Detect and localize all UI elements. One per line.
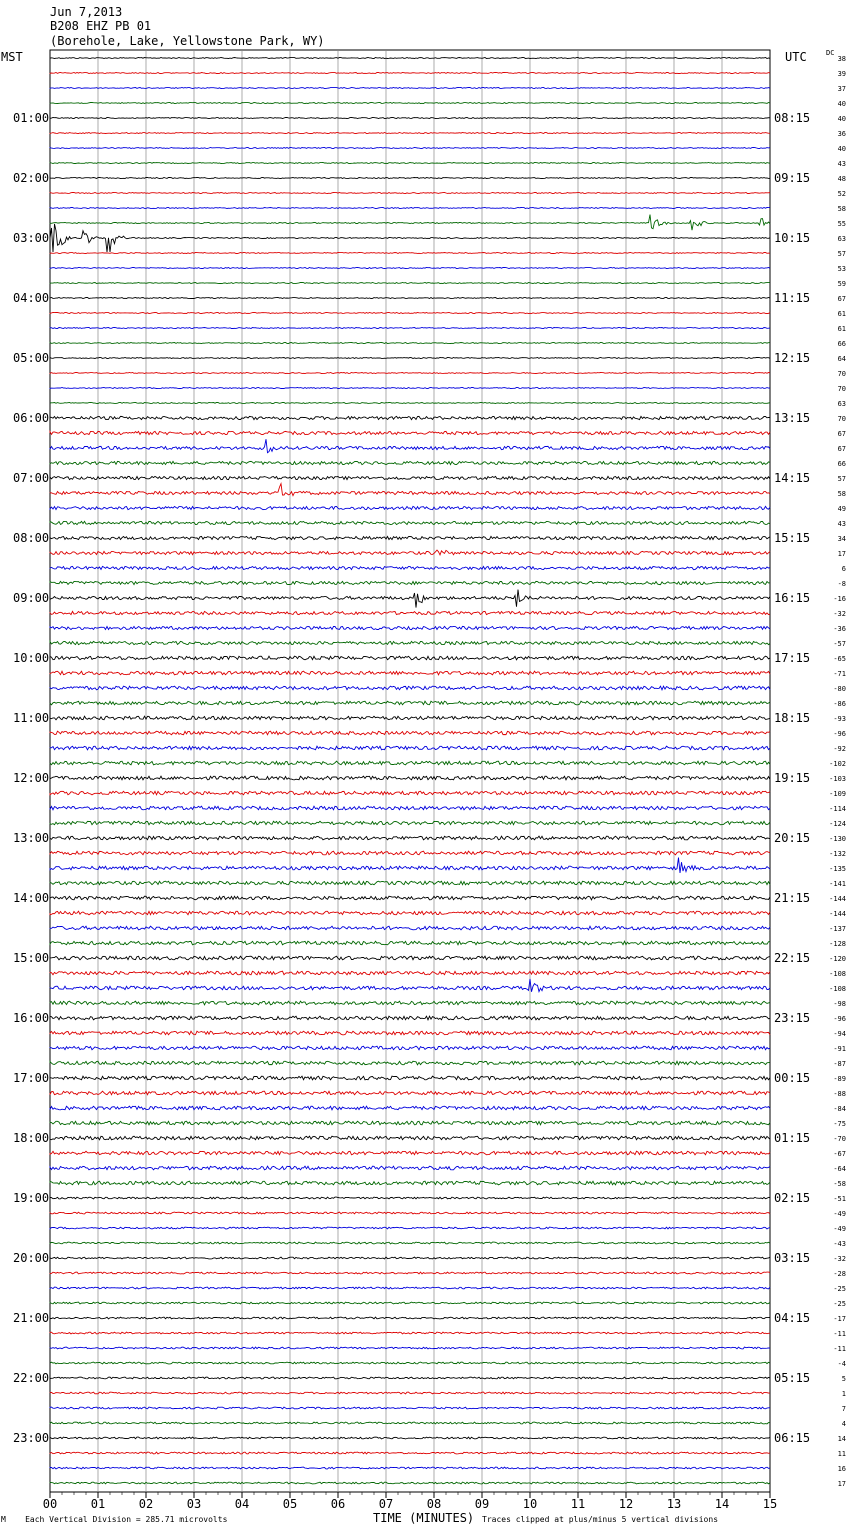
dc-offset-label: -17 (833, 1315, 846, 1323)
trace-line (50, 253, 770, 254)
dc-offset-label: -98 (833, 1000, 846, 1008)
trace-line (50, 1347, 770, 1349)
trace-line (50, 506, 770, 509)
utc-hour-label: 22:15 (774, 951, 811, 965)
dc-offset-label: -144 (829, 910, 846, 918)
trace-line (50, 1076, 770, 1080)
x-tick-label: 06 (330, 1497, 346, 1511)
dc-offset-label: -8 (837, 580, 846, 588)
dc-offset-label: -49 (833, 1210, 846, 1218)
dc-offset-label: -4 (837, 1360, 846, 1368)
dc-offset-label: 57 (837, 250, 846, 258)
dc-offset-label: -132 (829, 850, 846, 858)
trace-line (50, 388, 770, 389)
utc-hour-label: 21:15 (774, 891, 811, 905)
dc-offset-label: -124 (829, 820, 846, 828)
dc-offset-label: 16 (837, 1465, 846, 1473)
trace-line (50, 1272, 770, 1274)
trace-line (50, 328, 770, 329)
station-code: B208 EHZ PB 01 (50, 19, 152, 33)
trace-line (50, 1377, 770, 1379)
mst-hour-label: 21:00 (13, 1311, 50, 1325)
utc-hour-label: 16:15 (774, 591, 811, 605)
dc-offset-label: 63 (837, 235, 846, 243)
x-tick-label: 07 (378, 1497, 394, 1511)
trace-line (50, 1227, 770, 1229)
trace-line (50, 403, 770, 404)
station-location: (Borehole, Lake, Yellowstone Park, WY) (50, 34, 325, 48)
x-tick-label: 14 (714, 1497, 730, 1511)
utc-hour-label: 19:15 (774, 771, 811, 785)
dc-offset-label: 36 (837, 130, 846, 138)
trace-line (50, 979, 770, 992)
dc-offset-label: 40 (837, 145, 846, 153)
dc-offset-label: -89 (833, 1075, 846, 1083)
x-tick-label: 05 (282, 1497, 298, 1511)
dc-offset-label: -108 (829, 985, 846, 993)
trace-line (50, 746, 770, 750)
x-axis-title: TIME (MINUTES) (373, 1511, 475, 1525)
utc-hour-label: 05:15 (774, 1371, 811, 1385)
trace-line (50, 791, 770, 795)
dc-offset-label: -32 (833, 610, 846, 618)
trace-line (50, 641, 770, 644)
utc-hour-label: 13:15 (774, 411, 811, 425)
utc-timezone-label: UTC (785, 50, 807, 64)
trace-line (50, 461, 770, 464)
dc-offset-label: -88 (833, 1090, 846, 1098)
trace-line (50, 911, 770, 915)
dc-offset-label: -49 (833, 1225, 846, 1233)
scale-text: Each Vertical Division = 285.71 microvolts (25, 1515, 228, 1524)
x-tick-label: 03 (186, 1497, 202, 1511)
dc-offset-label: -96 (833, 1015, 846, 1023)
x-tick-label: 08 (426, 1497, 442, 1511)
dc-offset-label: 11 (837, 1450, 846, 1458)
trace-line (50, 178, 770, 179)
utc-hour-label: 03:15 (774, 1251, 811, 1265)
dc-offset-label: 66 (837, 340, 846, 348)
clip-note: Traces clipped at plus/minus 5 vertical divisions (482, 1515, 719, 1524)
trace-line (50, 881, 770, 885)
dc-offset-label: -57 (833, 640, 846, 648)
dc-offset-label: 64 (837, 355, 846, 363)
trace-line (50, 373, 770, 374)
trace-line (50, 1287, 770, 1289)
mst-hour-label: 14:00 (13, 891, 50, 905)
plot-frame (50, 50, 770, 1492)
dc-offset-label: 37 (837, 85, 846, 93)
dc-offset-label: 43 (837, 520, 846, 528)
trace-line (50, 656, 770, 660)
trace-line (50, 1166, 770, 1170)
mst-hour-label: 15:00 (13, 951, 50, 965)
mst-hour-label: 01:00 (13, 111, 50, 125)
dc-offset-label: -67 (833, 1150, 846, 1158)
utc-hour-label: 08:15 (774, 111, 811, 125)
trace-line (50, 1482, 770, 1484)
dc-offset-label: 66 (837, 460, 846, 468)
trace-line (50, 566, 770, 569)
trace-line (50, 896, 770, 900)
trace-line (50, 88, 770, 89)
utc-hour-label: 17:15 (774, 651, 811, 665)
dc-offset-label: 40 (837, 115, 846, 123)
x-tick-label: 02 (138, 1497, 154, 1511)
trace-line (50, 224, 770, 252)
utc-hour-label: 01:15 (774, 1131, 811, 1145)
mst-hour-label: 12:00 (13, 771, 50, 785)
trace-line (50, 193, 770, 194)
mst-hour-label: 08:00 (13, 531, 50, 545)
trace-line (50, 776, 770, 780)
dc-offset-label: -11 (833, 1345, 846, 1353)
dc-offset-label: 67 (837, 445, 846, 453)
dc-offset-label: -108 (829, 970, 846, 978)
trace-line (50, 941, 770, 945)
dc-offset-label: 17 (837, 550, 846, 558)
trace-line (50, 439, 770, 453)
trace-line (50, 1317, 770, 1319)
dc-offset-label: -32 (833, 1255, 846, 1263)
mst-hour-label: 07:00 (13, 471, 50, 485)
utc-hour-label: 09:15 (774, 171, 811, 185)
dc-offset-label: 61 (837, 310, 846, 318)
mst-hour-label: 06:00 (13, 411, 50, 425)
dc-offset-label: -96 (833, 730, 846, 738)
trace-line (50, 1212, 770, 1214)
dc-offset-label: 58 (837, 490, 846, 498)
mst-hour-label: 04:00 (13, 291, 50, 305)
dc-offset-label: -135 (829, 865, 846, 873)
trace-line (50, 343, 770, 344)
utc-hour-label: 00:15 (774, 1071, 811, 1085)
x-tick-label: 15 (762, 1497, 778, 1511)
trace-line (50, 416, 770, 419)
utc-hour-label: 06:15 (774, 1431, 811, 1445)
dc-offset-label: 5 (841, 1375, 846, 1383)
dc-offset-label: -102 (829, 760, 846, 768)
utc-hour-label: 15:15 (774, 531, 811, 545)
trace-line (50, 581, 770, 584)
dc-offset-label: 39 (837, 70, 846, 78)
trace-line (50, 58, 770, 59)
mst-hour-label: 13:00 (13, 831, 50, 845)
trace-line (50, 836, 770, 840)
trace-line (50, 701, 770, 705)
trace-line (50, 268, 770, 269)
trace-line (50, 1452, 770, 1454)
mst-hour-label: 18:00 (13, 1131, 50, 1145)
dc-offset-label: 52 (837, 190, 846, 198)
dc-offset-label: -141 (829, 880, 846, 888)
trace-line (50, 956, 770, 960)
dc-offset-label: 4 (841, 1420, 846, 1428)
dc-offset-label: 67 (837, 295, 846, 303)
x-tick-label: 01 (90, 1497, 106, 1511)
trace-line (50, 590, 770, 608)
trace-line (50, 431, 770, 434)
x-tick-label: 11 (570, 1497, 586, 1511)
dc-offset-label: 40 (837, 100, 846, 108)
trace-line (50, 358, 770, 359)
trace-line (50, 1197, 770, 1199)
dc-offset-label: -43 (833, 1240, 846, 1248)
trace-line (50, 1242, 770, 1244)
dc-offset-label: 70 (837, 415, 846, 423)
trace-line (50, 476, 770, 479)
x-tick-label: 12 (618, 1497, 634, 1511)
trace-line (50, 484, 770, 496)
trace-line (50, 671, 770, 675)
trace-line (50, 1016, 770, 1020)
dc-offset-label: 61 (837, 325, 846, 333)
trace-line (50, 1001, 770, 1005)
dc-offset-label: -103 (829, 775, 846, 783)
x-tick-label: 04 (234, 1497, 250, 1511)
utc-hour-label: 23:15 (774, 1011, 811, 1025)
dc-offset-label: -25 (833, 1285, 846, 1293)
x-tick-label: 00 (42, 1497, 58, 1511)
dc-offset-label: 58 (837, 205, 846, 213)
trace-line (50, 73, 770, 74)
dc-offset-label: 67 (837, 430, 846, 438)
utc-hour-label: 12:15 (774, 351, 811, 365)
x-tick-label: 13 (666, 1497, 682, 1511)
dc-offset-label: 59 (837, 280, 846, 288)
utc-hour-label: 11:15 (774, 291, 811, 305)
mst-hour-label: 19:00 (13, 1191, 50, 1205)
dc-offset-label: -86 (833, 700, 846, 708)
dc-offset-label: -58 (833, 1180, 846, 1188)
trace-line (50, 1437, 770, 1439)
dc-offset-label: -11 (833, 1330, 846, 1338)
dc-offset-label: -137 (829, 925, 846, 933)
chart-date: Jun 7,2013 (50, 5, 123, 19)
trace-line (50, 1031, 770, 1035)
trace-line (50, 926, 770, 930)
mst-hour-label: 17:00 (13, 1071, 50, 1085)
trace-line (50, 1121, 770, 1125)
trace-line (50, 550, 770, 555)
utc-hour-label: 20:15 (774, 831, 811, 845)
trace-line (50, 1302, 770, 1304)
mst-hour-label: 10:00 (13, 651, 50, 665)
trace-line (50, 1257, 770, 1259)
dc-offset-label: -93 (833, 715, 846, 723)
trace-line (50, 821, 770, 825)
trace-line (50, 521, 770, 524)
utc-hour-label: 10:15 (774, 231, 811, 245)
utc-hour-label: 02:15 (774, 1191, 811, 1205)
trace-line (50, 133, 770, 134)
mst-timezone-label: MST (1, 50, 23, 64)
trace-line (50, 1151, 770, 1155)
dc-offset-label: -91 (833, 1045, 846, 1053)
mst-hour-label: 16:00 (13, 1011, 50, 1025)
trace-line (50, 761, 770, 765)
trace-line (50, 1422, 770, 1424)
trace-line (50, 103, 770, 104)
dc-offset-label: -120 (829, 955, 846, 963)
mst-hour-label: 22:00 (13, 1371, 50, 1385)
dc-offset-header: DC (826, 49, 835, 57)
dc-offset-label: -92 (833, 745, 846, 753)
trace-line (50, 1392, 770, 1394)
utc-hour-label: 18:15 (774, 711, 811, 725)
trace-line (50, 806, 770, 810)
dc-offset-label: 34 (837, 535, 846, 543)
trace-line (50, 1046, 770, 1050)
trace-line (50, 215, 770, 231)
trace-line (50, 148, 770, 149)
dc-offset-label: 70 (837, 385, 846, 393)
dc-offset-label: 57 (837, 475, 846, 483)
dc-offset-label: -51 (833, 1195, 846, 1203)
dc-offset-label: -70 (833, 1135, 846, 1143)
trace-line (50, 163, 770, 164)
dc-offset-label: -87 (833, 1060, 846, 1068)
trace-line (50, 118, 770, 119)
trace-line (50, 1362, 770, 1364)
trace-line (50, 686, 770, 690)
dc-offset-label: -84 (833, 1105, 846, 1113)
dc-offset-label: 55 (837, 220, 846, 228)
dc-offset-label: 38 (837, 55, 846, 63)
dc-offset-label: -144 (829, 895, 846, 903)
dc-offset-label: -36 (833, 625, 846, 633)
trace-line (50, 731, 770, 735)
dc-offset-label: -75 (833, 1120, 846, 1128)
dc-offset-label: 70 (837, 370, 846, 378)
dc-offset-label: -130 (829, 835, 846, 843)
dc-offset-label: -64 (833, 1165, 846, 1173)
trace-line (50, 208, 770, 209)
trace-line (50, 1061, 770, 1065)
trace-line (50, 1181, 770, 1185)
trace-line (50, 716, 770, 720)
trace-line (50, 283, 770, 284)
trace-line (50, 313, 770, 314)
trace-line (50, 1332, 770, 1334)
utc-hour-label: 14:15 (774, 471, 811, 485)
trace-line (50, 1136, 770, 1140)
trace-line (50, 1091, 770, 1095)
utc-hour-label: 04:15 (774, 1311, 811, 1325)
dc-offset-label: 7 (841, 1405, 846, 1413)
trace-line (50, 1467, 770, 1469)
mst-hour-label: 02:00 (13, 171, 50, 185)
dc-offset-label: -128 (829, 940, 846, 948)
trace-line (50, 611, 770, 614)
dc-offset-label: 48 (837, 175, 846, 183)
mst-hour-label: 09:00 (13, 591, 50, 605)
dc-offset-label: -94 (833, 1030, 846, 1038)
x-tick-label: 10 (522, 1497, 538, 1511)
mst-hour-label: 11:00 (13, 711, 50, 725)
dc-offset-label: -16 (833, 595, 846, 603)
dc-offset-label: 1 (841, 1390, 846, 1398)
trace-line (50, 626, 770, 629)
mst-hour-label: 05:00 (13, 351, 50, 365)
mst-hour-label: 20:00 (13, 1251, 50, 1265)
trace-line (50, 1407, 770, 1409)
dc-offset-label: 49 (837, 505, 846, 513)
dc-offset-label: -25 (833, 1300, 846, 1308)
dc-offset-label: -80 (833, 685, 846, 693)
dc-offset-label: -28 (833, 1270, 846, 1278)
dc-offset-label: 43 (837, 160, 846, 168)
dc-offset-label: 63 (837, 400, 846, 408)
x-tick-label: 09 (474, 1497, 490, 1511)
trace-line (50, 858, 770, 873)
dc-offset-label: 6 (841, 565, 846, 573)
vertical-scale-note (1, 1515, 227, 1524)
dc-offset-label: 53 (837, 265, 846, 273)
dc-offset-label: -71 (833, 670, 846, 678)
trace-line (50, 971, 770, 975)
dc-offset-label: 14 (837, 1435, 846, 1443)
dc-offset-label: -65 (833, 655, 846, 663)
mst-hour-label: 03:00 (13, 231, 50, 245)
trace-line (50, 298, 770, 299)
footer-mark: M (1, 1515, 6, 1524)
dc-offset-label: 17 (837, 1480, 846, 1488)
trace-line (50, 851, 770, 855)
mst-hour-label: 23:00 (13, 1431, 50, 1445)
dc-offset-label: -109 (829, 790, 846, 798)
trace-line (50, 536, 770, 539)
trace-line (50, 1106, 770, 1110)
dc-offset-label: -114 (829, 805, 846, 813)
